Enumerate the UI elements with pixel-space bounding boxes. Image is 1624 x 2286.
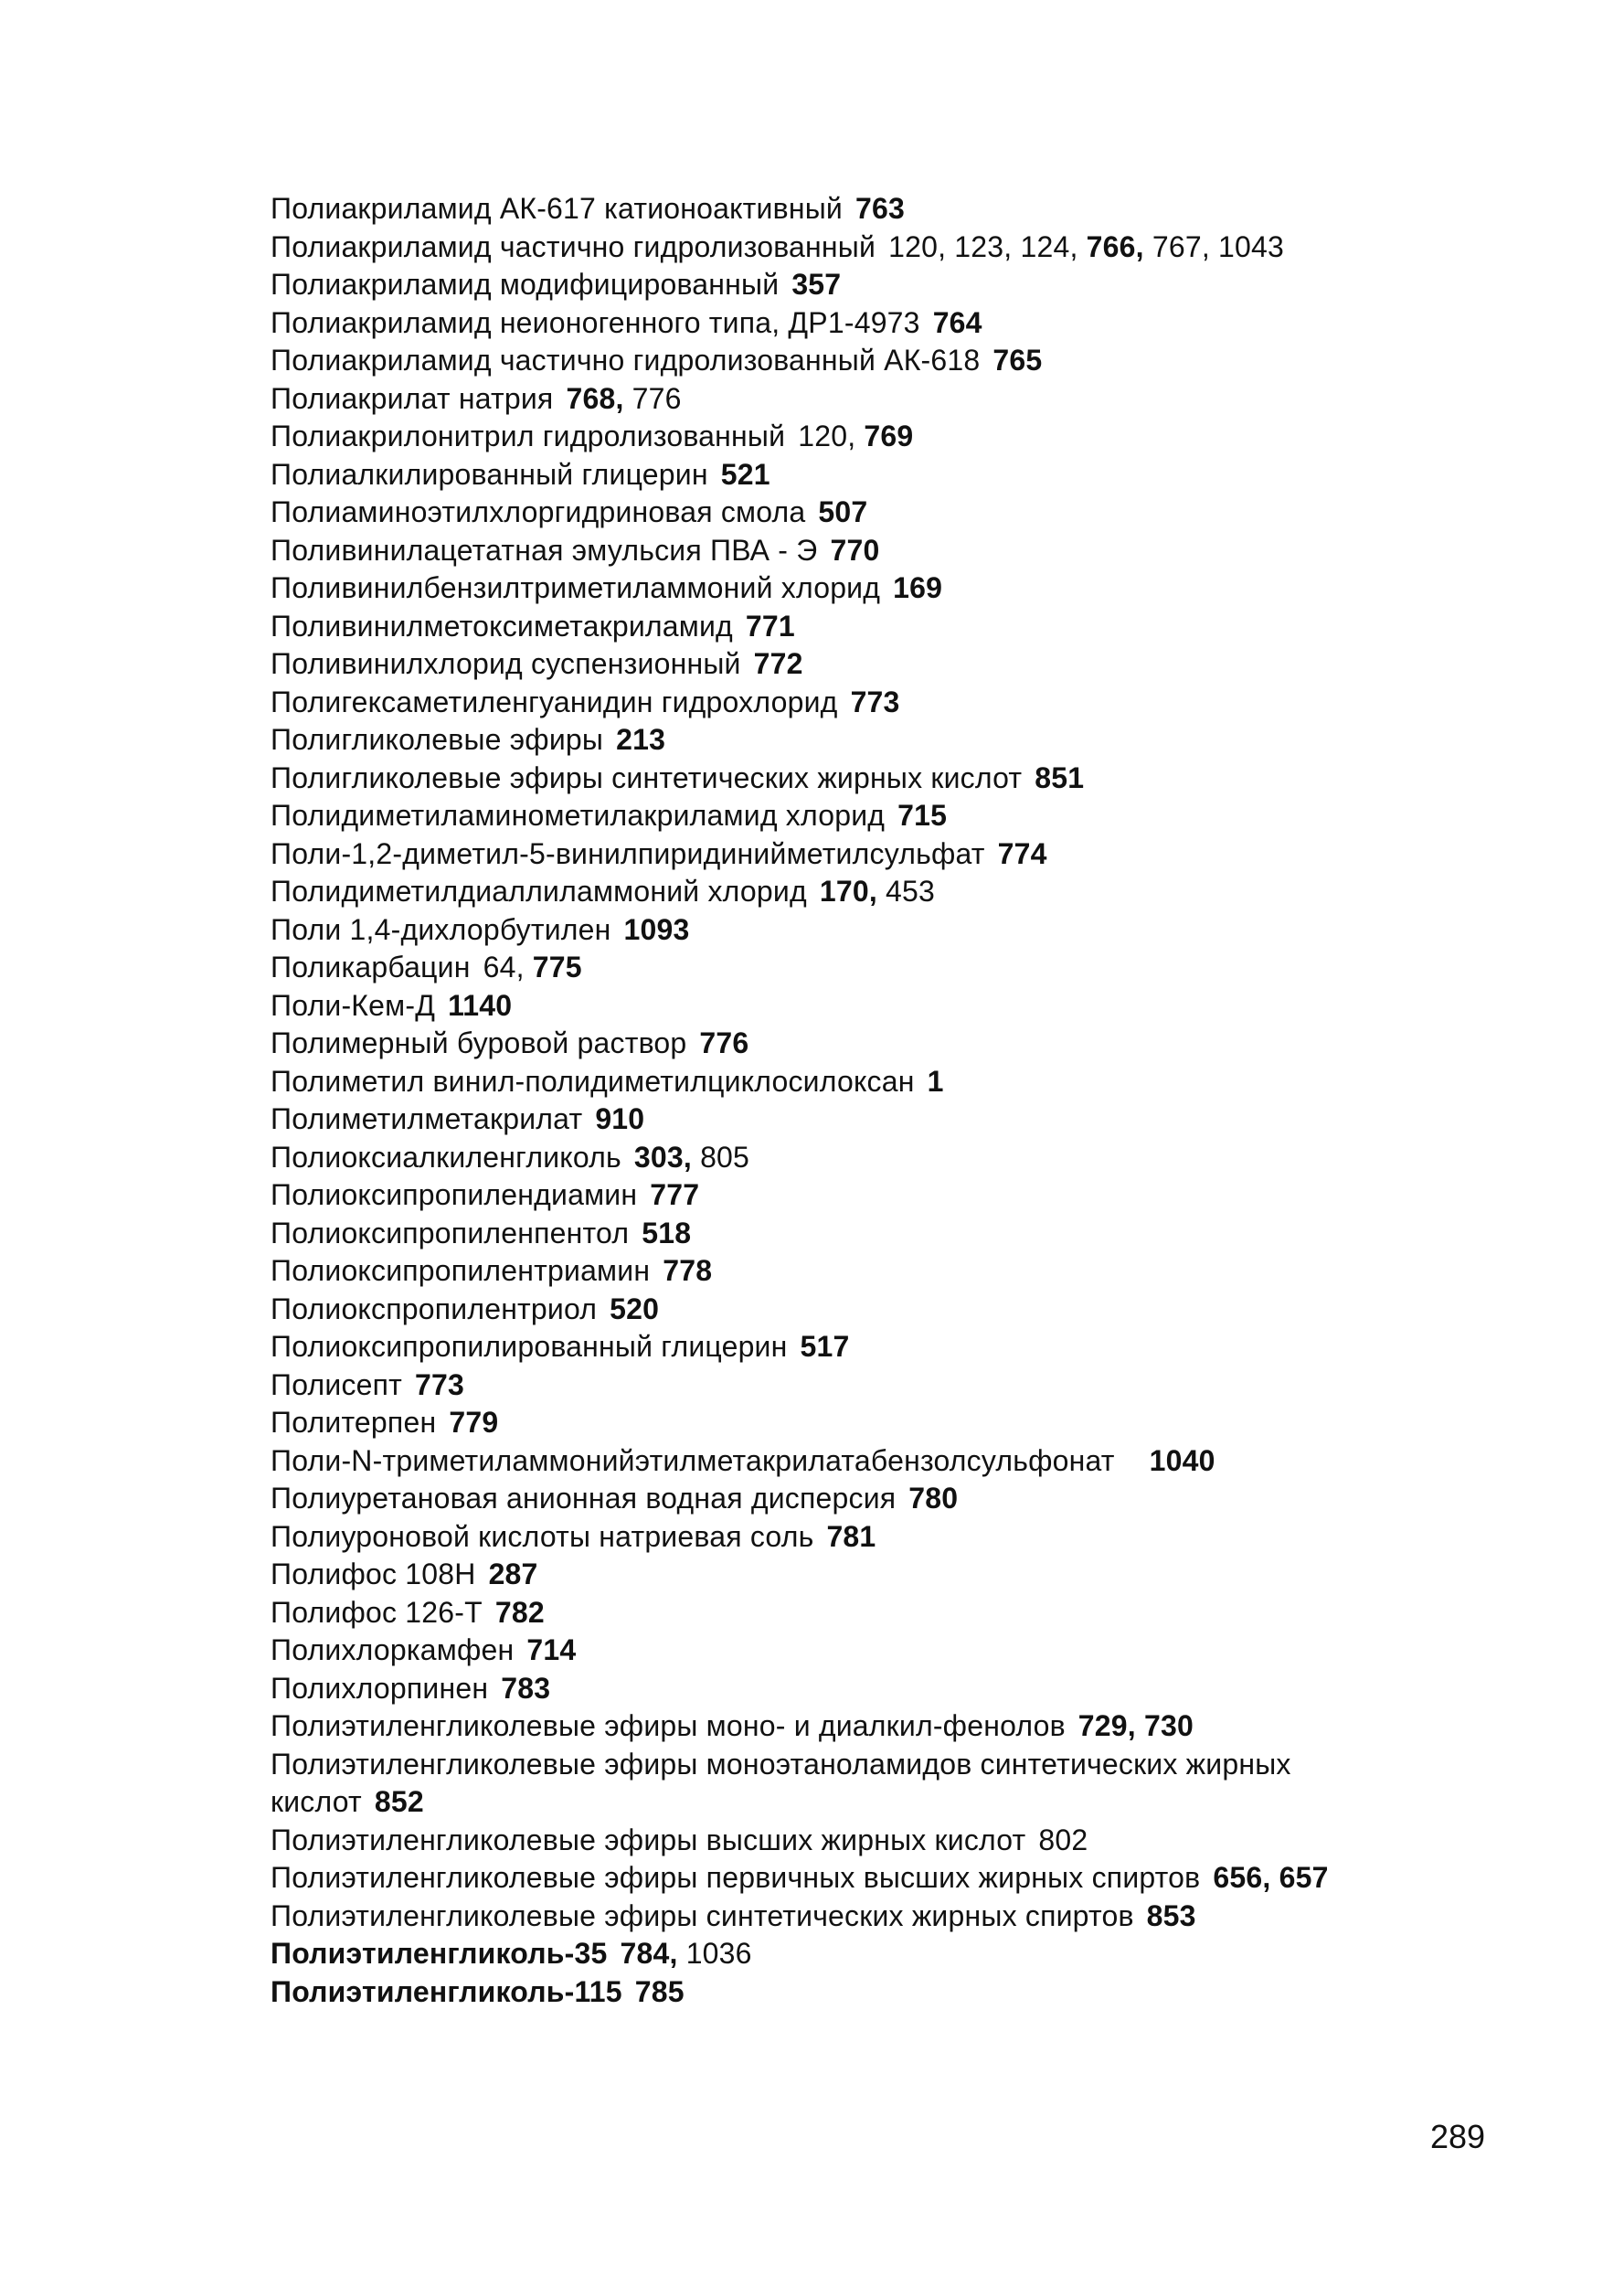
page-ref: 771 (745, 609, 795, 643)
index-entry (271, 229, 1459, 267)
index-entry (271, 721, 1459, 760)
index-page-refs (826, 1520, 876, 1553)
index-entry (271, 873, 1459, 911)
index-term: Полиоксиалкиленгликоль (271, 1140, 621, 1174)
page-ref: 303, (633, 1140, 692, 1174)
page-ref: 768, (566, 381, 624, 415)
index-page-refs (1035, 761, 1084, 794)
index-page-refs (908, 1482, 958, 1515)
index-term: Полифос 126-Т (271, 1595, 483, 1629)
page-ref: 782 (494, 1595, 545, 1629)
index-term: Полиуретановая анионная водная дисперсия (271, 1482, 897, 1515)
index-page-refs (489, 1558, 538, 1590)
page-ref: 1043 (1218, 229, 1285, 263)
index-entry (271, 1100, 1459, 1139)
index-term: Полиэтиленгликолевые эфиры моно- и диалкил-фенолов (271, 1709, 1066, 1742)
index-term: Полиэтиленгликоль-115 (271, 1974, 622, 2008)
index-term: Поливинилхлорид суспензионный (271, 647, 741, 680)
index-page-refs (818, 495, 867, 528)
index-page-refs (928, 1065, 944, 1098)
index-term: Полиметилметакрилат (271, 1102, 583, 1135)
page-number: 289 (1430, 2118, 1486, 2155)
page-ref: 851 (1035, 760, 1085, 794)
page-ref: 124, (1020, 229, 1078, 263)
page-ref: 779 (449, 1406, 499, 1439)
index-term: Полиакриламид модифицированный (271, 268, 780, 301)
page-ref: 213 (616, 723, 666, 756)
index-page-refs (998, 837, 1047, 870)
index-term: Полидиметилдиаллиламмоний хлорид (271, 875, 807, 908)
index-term: Политерпен (271, 1406, 437, 1439)
page-ref: 766, (1086, 229, 1144, 263)
index-page-refs (526, 1633, 576, 1666)
page-ref: 657 (1279, 1861, 1329, 1894)
index-term: Полисепт (271, 1367, 403, 1401)
index-entry (271, 1935, 1459, 1973)
index-page-refs (791, 268, 841, 301)
page-ref: 777 (650, 1178, 700, 1211)
index-term: Полиэтиленгликолевые эфиры высших жирных кислот (271, 1823, 1026, 1856)
page-ref: 169 (893, 571, 943, 604)
index-term: Полиакриламид неионогенного типа, ДР1-4973 (271, 305, 920, 339)
index-entry (271, 532, 1459, 570)
index-page-refs (495, 1596, 545, 1629)
page-ref: 852 (374, 1785, 424, 1818)
index-entry (271, 949, 1459, 987)
index-page-refs (501, 1672, 550, 1705)
index-page-refs (650, 1178, 699, 1211)
index-entry (271, 569, 1459, 608)
index-page-refs (595, 1102, 644, 1135)
index-term: Полиоксипропилендиамин (271, 1178, 638, 1211)
page-ref: 773 (415, 1367, 465, 1401)
index-term: Полигликолевые эфиры (271, 723, 604, 756)
index-term: Полиакриламид частично гидролизованный (271, 229, 876, 263)
index-term: Полиэтиленгликолевые эфиры синтетических жирных спиртов (271, 1898, 1134, 1932)
page-ref: 778 (663, 1254, 713, 1287)
page-ref: 517 (800, 1330, 850, 1363)
index-entry (271, 190, 1459, 229)
index-page-refs (621, 1937, 752, 1970)
index-term: Полиокспропилентриол (271, 1292, 598, 1325)
index-term: Поливинилбензилтриметиламмоний хлорид (271, 571, 881, 604)
index-term: Поли-N-триметиламмонийэтилметакрилатабензолсульфонат (271, 1443, 1115, 1477)
page-ref: 170, (819, 875, 877, 908)
page-ref: 776 (632, 381, 682, 415)
page-ref: 1140 (448, 988, 513, 1022)
index-term: Полиакрилат натрия (271, 381, 554, 415)
index-page-refs (699, 1026, 748, 1059)
index-term: Поливинилацетатная эмульсия ПВА - Э (271, 533, 818, 567)
index-entry (271, 456, 1459, 494)
index-entry (271, 1518, 1459, 1557)
index-entry (271, 1139, 1459, 1177)
index-page-refs (616, 723, 665, 756)
index-page-refs (449, 1406, 498, 1439)
index-page-refs (663, 1254, 712, 1287)
index-entry (271, 1442, 1459, 1481)
index-term: Полифос 108Н (271, 1558, 476, 1590)
index-entry (271, 911, 1459, 950)
index-page-refs (634, 1141, 749, 1174)
index-page-refs (1078, 1709, 1194, 1742)
index-entry (271, 1822, 1459, 1860)
index-page-refs (635, 1975, 685, 2008)
page-ref: 123, (954, 229, 1013, 263)
index-entry (271, 1063, 1459, 1101)
index-entry (271, 1746, 1449, 1822)
page-ref: 120, (888, 229, 947, 263)
page-ref: 765 (992, 344, 1043, 377)
index-entry (271, 380, 1459, 419)
page-ref: 773 (850, 685, 900, 718)
index-page-refs (888, 230, 1284, 263)
index-term: Полимерный буровой раствор (271, 1026, 687, 1059)
index-term: Поливинилметоксиметакриламид (271, 609, 733, 643)
index-page-refs (624, 913, 690, 946)
page-ref: 775 (532, 951, 582, 984)
index-term: Полиуроновой кислоты натриевая соль (271, 1519, 814, 1553)
index-entry (271, 987, 1459, 1026)
index-page-refs (448, 989, 512, 1022)
page-ref: 656, (1213, 1861, 1271, 1894)
page-ref: 1036 (685, 1937, 752, 1970)
page-ref: 715 (897, 799, 948, 832)
index-page-refs (1038, 1823, 1088, 1856)
page-ref: 772 (753, 647, 803, 680)
index-entry (271, 760, 1459, 798)
page-ref: 518 (642, 1216, 692, 1249)
page-ref: 780 (908, 1482, 959, 1515)
page-ref: 357 (791, 268, 842, 301)
page-ref: 774 (997, 836, 1047, 870)
index-term: Полиэтиленгликолевые эфиры первичных высших жирных спиртов (271, 1861, 1201, 1894)
index-term: Полиалкилированный глицерин (271, 457, 708, 491)
page-ref: 805 (700, 1140, 750, 1174)
page-ref: 521 (720, 457, 770, 491)
index-entry (271, 266, 1459, 304)
index-term: Полиакриламид частично гидролизованный АК-618 (271, 344, 981, 377)
index-term: Полиэтиленгликолевые эфиры моноэтаноламидов синтетических жирных кислот (271, 1747, 1291, 1818)
index-term: Полиоксипропилентриамин (271, 1254, 651, 1287)
index-page-refs (893, 571, 942, 604)
index-term: Полиакриламид АК-617 катионоактивный (271, 192, 843, 225)
index-entry (271, 1025, 1459, 1063)
index-entry (271, 1707, 1459, 1746)
index-entry (271, 494, 1459, 532)
index-page-refs (1213, 1861, 1328, 1894)
page-ref: 764 (932, 305, 982, 339)
page-ref: 767, (1152, 229, 1210, 263)
index-term: Полигликолевые эфиры синтетических жирных кислот (271, 760, 1023, 794)
page-ref: 769 (864, 420, 914, 452)
page-ref: 783 (501, 1671, 551, 1705)
index-page-refs (830, 534, 879, 567)
index-entry (271, 1632, 1459, 1670)
index-page-refs (992, 344, 1042, 377)
index-term: Поликарбацин (271, 951, 471, 984)
page-ref: 770 (830, 533, 880, 567)
index-term: Полиакрилонитрил гидролизованный (271, 420, 786, 452)
index-entry (271, 835, 1459, 874)
index-page-refs (483, 951, 582, 984)
page-ref: 120, (798, 420, 856, 452)
page-ref: 776 (699, 1026, 749, 1059)
index-entry (271, 1176, 1459, 1215)
index-entry (271, 1556, 1459, 1594)
index-page-refs (746, 610, 795, 643)
page-ref: 453 (886, 875, 936, 908)
page-ref: 520 (610, 1292, 660, 1325)
page-ref: 729, (1077, 1709, 1136, 1742)
index-list (271, 190, 1459, 2011)
index-page-refs (721, 458, 770, 491)
index-page-refs (798, 420, 913, 452)
index-page-refs (1150, 1444, 1215, 1477)
page-ref: 1093 (623, 912, 690, 946)
page-ref: 507 (818, 495, 868, 528)
index-entry (271, 304, 1459, 343)
index-term: Полиэтиленгликоль-35 (271, 1937, 608, 1970)
index-entry (271, 1670, 1459, 1708)
page-ref: 802 (1038, 1823, 1088, 1856)
index-term: Полиоксипропилированный глицерин (271, 1330, 788, 1363)
index-page-refs (642, 1217, 691, 1249)
index-entry (271, 1252, 1459, 1291)
page-ref: 714 (526, 1633, 577, 1666)
page-ref: 287 (488, 1558, 538, 1590)
page-ref: 64, (483, 951, 525, 984)
index-entry (271, 684, 1459, 722)
index-entry (271, 1328, 1459, 1366)
index-term: Полиметил винил-полидиметилциклосилоксан (271, 1064, 915, 1098)
index-entry (271, 1973, 1459, 2012)
index-term: Поли 1,4-дихлорбутилен (271, 912, 611, 946)
index-term: Полидиметиламинометилакриламид хлорид (271, 799, 886, 832)
index-entry (271, 342, 1459, 380)
index-page-refs (855, 192, 905, 225)
index-page-refs (820, 875, 935, 908)
index-term: Поли-Кем-Д (271, 988, 436, 1022)
index-entry (271, 1898, 1459, 1936)
index-term: Полиаминоэтилхлоргидриновая смола (271, 495, 806, 528)
index-page-refs (933, 306, 982, 339)
page-ref: 1 (927, 1064, 944, 1098)
page-ref: 910 (595, 1102, 645, 1135)
index-term: Поли-1,2-диметил-5-винилпиридинийметилсульфат (271, 836, 985, 870)
index-term: Полихлоркамфен (271, 1633, 515, 1666)
index-page-refs (375, 1785, 424, 1818)
page-ref: 763 (854, 192, 905, 225)
index-entry (271, 1859, 1449, 1898)
index-page-refs (566, 382, 681, 415)
index-page-refs (610, 1292, 659, 1325)
index-page-refs (1147, 1899, 1196, 1932)
index-entry (271, 1480, 1459, 1518)
index-entry (271, 608, 1459, 646)
page-ref: 784, (620, 1937, 678, 1970)
page-ref: 730 (1143, 1709, 1194, 1742)
index-term: Полигексаметиленгуанидин гидрохлорид (271, 685, 838, 718)
index-entry (271, 645, 1459, 684)
index-page-refs (801, 1330, 850, 1363)
index-page-refs (415, 1368, 464, 1401)
page-ref: 1040 (1149, 1443, 1215, 1477)
index-entry (271, 1215, 1459, 1253)
page-ref: 853 (1146, 1898, 1196, 1932)
index-entry (271, 1291, 1459, 1329)
index-entry (271, 797, 1459, 835)
page-ref: 781 (826, 1519, 876, 1553)
index-term: Полиоксипропиленпентол (271, 1216, 630, 1249)
index-entry (271, 1404, 1459, 1442)
page-ref: 785 (634, 1974, 685, 2008)
index-entry (271, 418, 1459, 456)
index-entry (271, 1366, 1459, 1405)
index-entry (271, 1594, 1459, 1632)
index-page-refs (851, 686, 900, 718)
index-page-refs (754, 647, 803, 680)
index-page-refs (897, 799, 947, 832)
index-term: Полихлорпинен (271, 1671, 489, 1705)
